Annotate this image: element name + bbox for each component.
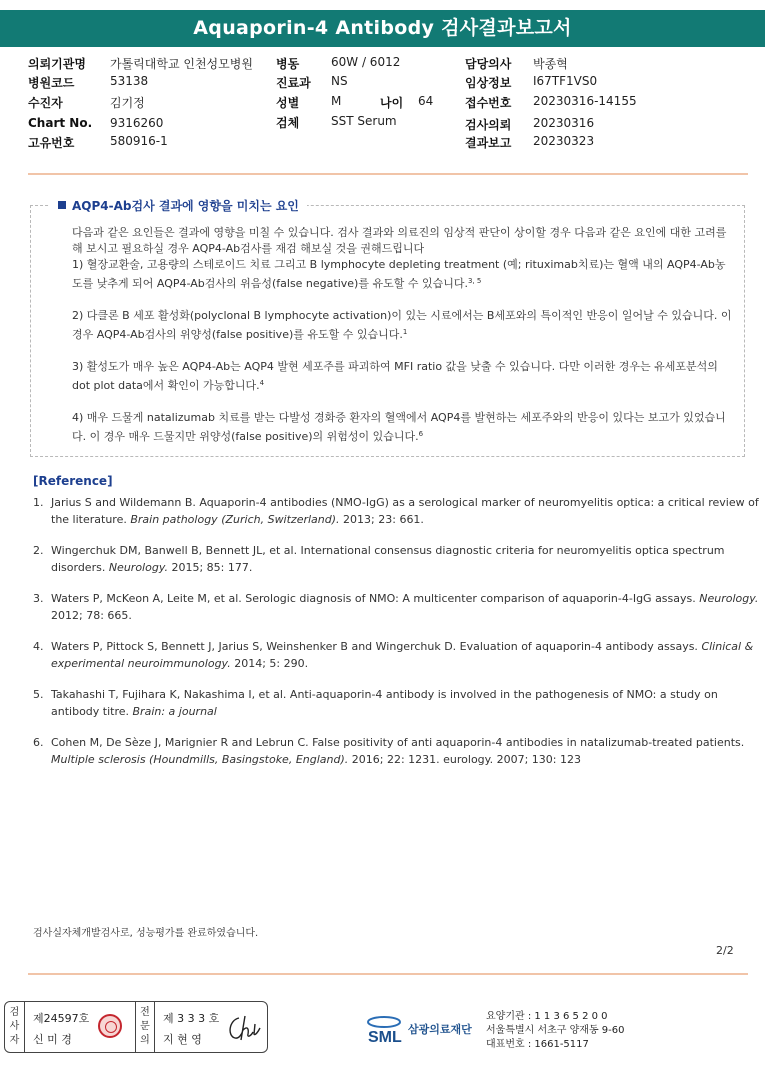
factor-item-1: 1) 혈장교환술, 고용량의 스테로이드 치료 그리고 B lymphocyte depleting treatment (예; rituximab치료)는 혈액 내의 AQP4-Ab농도를 낮추게 되어 AQP4-Ab검사의 위음성(false negative)를 유도할 수 있습니다.$^{3, 5}$ (72, 258, 726, 290)
factor-item-4: 4) 매우 드물게 natalizumab 치료를 받는 다발성 경화증 환자의 혈액에서 AQP4를 발현하는 세포주와의 반응이 있다는 보고가 있었습니다. 이 경우 매우 드물지만 위양성(false positive)의 위험성이 있습니다.$^6$ (72, 411, 726, 443)
patient-info (28, 55, 748, 150)
validation-note: 검사실자체개발검사로, 성능평가를 완료하였습니다. (33, 928, 259, 939)
unique-label: 고유번호 (28, 136, 75, 150)
ward-value: 60W / 6012 (331, 55, 401, 69)
reference-item: 2. Wingerchuk DM, Banwell B, Bennett JL, et al. International consensus diagnostic criteria for neuromyelitis optica spectrum disorders. Neurology. 2015; 85: 177. (33, 544, 725, 574)
technician-label: 검사자 (5, 1002, 25, 1052)
patient-value: 김기정 (110, 96, 145, 110)
receipt-label: 접수번호 (465, 96, 512, 110)
sex-value: M (331, 94, 342, 108)
institution-name: 삼광의료재단 (408, 1023, 472, 1036)
hospital-value: 가톨릭대학교 인천성모병원 (110, 57, 253, 71)
reference-item: 3. Waters P, McKeon A, Leite M, et al. Serologic diagnosis of NMO: A multicenter comparison of aquaporin-4-IgG assays. Neurology. 2012; 78: 665. (33, 592, 759, 622)
doctor-value: 박종혁 (533, 57, 568, 71)
specialist-name: 지 현 영 (163, 1033, 202, 1046)
report-value: 20230323 (533, 134, 595, 148)
bottom-divider (28, 973, 748, 975)
institution-phone: 대표번호 : 1661-5117 (486, 1039, 589, 1050)
svg-text:SML: SML (368, 1029, 402, 1046)
factors-heading-text: AQP4-Ab검사 결과에 영향을 미치는 요인 (72, 199, 299, 213)
institution-info (486, 1010, 625, 1052)
specialist-id: 제 3 3 3 호 (163, 1012, 220, 1025)
reference-item: 4. Waters P, Pittock S, Bennett J, Jarius S, Weinshenker B and Wingerchuk D. Evaluation of aquaporin-4 antibody assays. Clinical & experimental neuroimmunology. 2014; 5: 290. (33, 640, 754, 670)
hospital-label: 의뢰기관명 (28, 57, 86, 71)
unique-value: 580916-1 (110, 134, 168, 148)
top-divider (28, 173, 748, 175)
request-label: 검사의뢰 (465, 118, 512, 132)
report-label: 결과보고 (465, 136, 512, 150)
clinical-value: I67TF1VS0 (533, 74, 598, 88)
clinical-label: 임상정보 (465, 76, 512, 90)
request-value: 20230316 (533, 116, 595, 130)
report-title: Aquaporin-4 Antibody 검사결과보고서 (0, 10, 765, 47)
technician-name: 신 미 경 (33, 1033, 72, 1046)
ward-label: 병동 (276, 57, 300, 71)
page-number: 2/2 (716, 944, 734, 957)
dept-value: NS (331, 74, 348, 88)
chart-value: 9316260 (110, 116, 164, 130)
specialist-label: 전문의 (135, 1002, 155, 1052)
patient-label: 수진자 (28, 96, 63, 110)
institution-code: 요양기관 : 1 1 3 6 5 2 0 0 (486, 1011, 608, 1022)
reference-item: 6. Cohen M, De Sèze J, Marignier R and Lebrun C. False positivity of anti aquaporin-4 antibodies in natalizumab-treated patients. Multiple sclerosis (Houndmills, Basingstoke, England). 2016; 22: 1231. eurology. 2007; 130: 123 (33, 736, 745, 766)
institution-address: 서울특별시 서초구 양재동 9-60 (486, 1025, 625, 1036)
factor-item-2: 2) 다클론 B 세포 활성화(polyclonal B lymphocyte activation)이 있는 시료에서는 B세포와의 특이적인 반응이 일어날 수 있습니다. 이 경우 AQP4-Ab검사의 위양성(false positive)를 유도할 수 있습니다.$^1$ (72, 309, 732, 341)
reference-item: 5. Takahashi T, Fujihara K, Nakashima I, et al. Anti-aquaporin-4 antibody is involved in the pathogenesis of NMO: a study on antibody titre. Brain: a journal (33, 688, 718, 718)
code-label: 병원코드 (28, 76, 75, 90)
factors-text (72, 225, 732, 461)
chart-label: Chart No. (28, 116, 93, 130)
signature-box (4, 1001, 268, 1053)
specimen-label: 검체 (276, 116, 300, 130)
specimen-value: SST Serum (331, 114, 397, 128)
factors-heading (50, 197, 307, 214)
age-value: 64 (418, 94, 434, 108)
factors-intro: 다음과 같은 요인들은 결과에 영향을 미칠 수 있습니다. 검사 결과와 의료진의 임상적 판단이 상이할 경우 다음과 같은 요인에 대한 고려를 해 보시고 필요하실 경우 AQP4-Ab검사를 재검 해보실 것을 권해드립니다 (72, 226, 727, 255)
reference-list (33, 494, 763, 782)
square-bullet-icon (58, 201, 66, 209)
code-value: 53138 (110, 74, 149, 88)
age-label: 나이 (380, 96, 404, 110)
reference-item: 1. Jarius S and Wildemann B. Aquaporin-4 antibodies (NMO-IgG) as a serological marker of neuromyelitis optica: a critical review of the literature. Brain pathology (Zurich, Switzerland). 2013; 23: 661. (33, 496, 759, 526)
factor-item-3: 3) 활성도가 매우 높은 AQP4-Ab는 AQP4 발현 세포주를 파괴하여 MFI ratio 값을 낮출 수 있습니다. 다만 이러한 경우는 유세포분석의 dot plot data에서 확인이 가능합니다.$^4$ (72, 360, 718, 392)
sex-label: 성별 (276, 96, 300, 110)
reference-heading: [Reference] (33, 474, 113, 488)
dept-label: 진료과 (276, 76, 311, 90)
seal-icon (98, 1014, 122, 1038)
receipt-value: 20230316-14155 (533, 94, 637, 108)
signature-icon (225, 1012, 263, 1044)
doctor-label: 담당의사 (465, 57, 512, 71)
technician-id: 제24597호 (33, 1012, 90, 1025)
